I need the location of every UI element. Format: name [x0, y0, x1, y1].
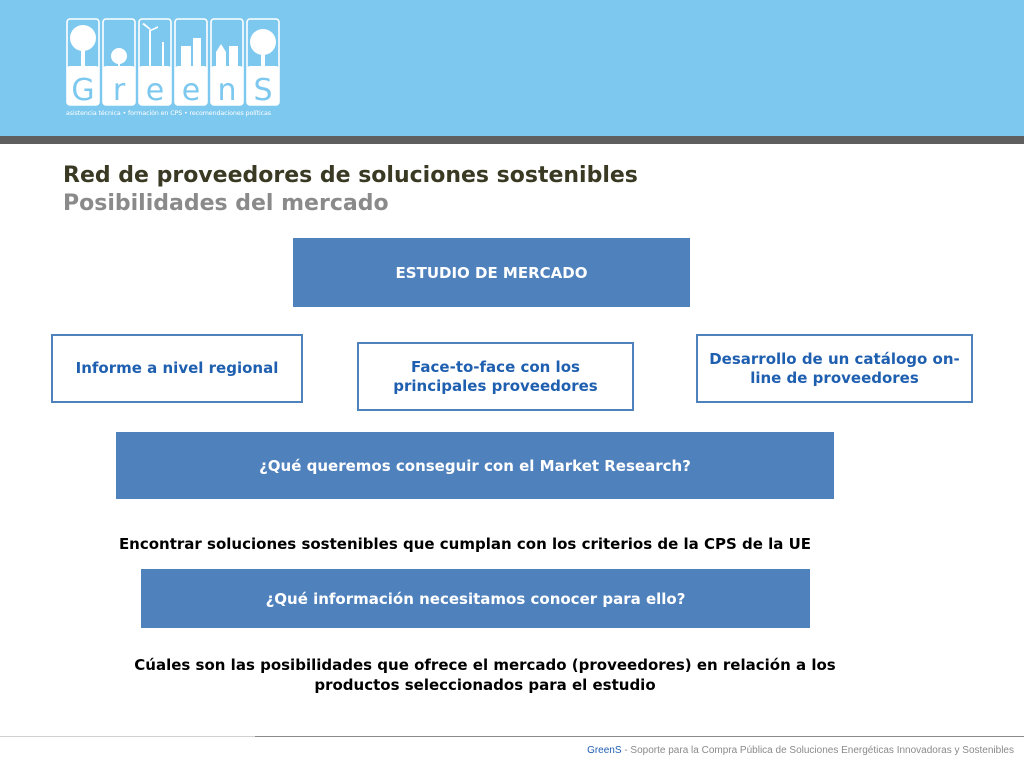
- svg-text:n: n: [217, 73, 237, 108]
- logo-tagline: asistencia técnica • formación en CPS • recomendaciones políticas: [66, 110, 271, 117]
- option-face-to-face: Face-to-face con los principales proveedores: [357, 342, 634, 411]
- option-regional-report: Informe a nivel regional: [51, 334, 303, 403]
- question-info-box: ¿Qué información necesitamos conocer para ello?: [141, 569, 810, 628]
- svg-text:e: e: [181, 73, 201, 108]
- svg-text:r: r: [112, 73, 126, 108]
- footer-divider-accent: [255, 736, 1024, 737]
- svg-text:e: e: [145, 73, 165, 108]
- greens-logo: [66, 16, 280, 124]
- slide-subtitle: Posibilidades del mercado: [63, 191, 389, 216]
- greens-logo-graphic: [66, 16, 280, 108]
- answer-info-text: Cúales son las posibilidades que ofrece el mercado (proveedores) en relación a los productos seleccionados para el estudio: [134, 656, 836, 694]
- footer-brand: GreenS: [587, 745, 622, 756]
- market-study-box: ESTUDIO DE MERCADO: [293, 238, 690, 307]
- question-goal-box: ¿Qué queremos conseguir con el Market Research?: [116, 432, 834, 499]
- svg-text:G: G: [71, 73, 95, 108]
- footer: [587, 745, 1014, 756]
- answer-goal-text: Encontrar soluciones sostenibles que cumplan con los criterios de la CPS de la UE: [118, 535, 812, 553]
- svg-text:S: S: [253, 73, 273, 108]
- header-divider: [0, 136, 1024, 144]
- footer-text: - Soporte para la Compra Pública de Soluciones Energéticas Innovadoras y Sostenibles: [621, 745, 1014, 756]
- option-online-catalog: Desarrollo de un catálogo on-line de proveedores: [696, 334, 973, 403]
- slide-title: Red de proveedores de soluciones sostenibles: [63, 163, 638, 188]
